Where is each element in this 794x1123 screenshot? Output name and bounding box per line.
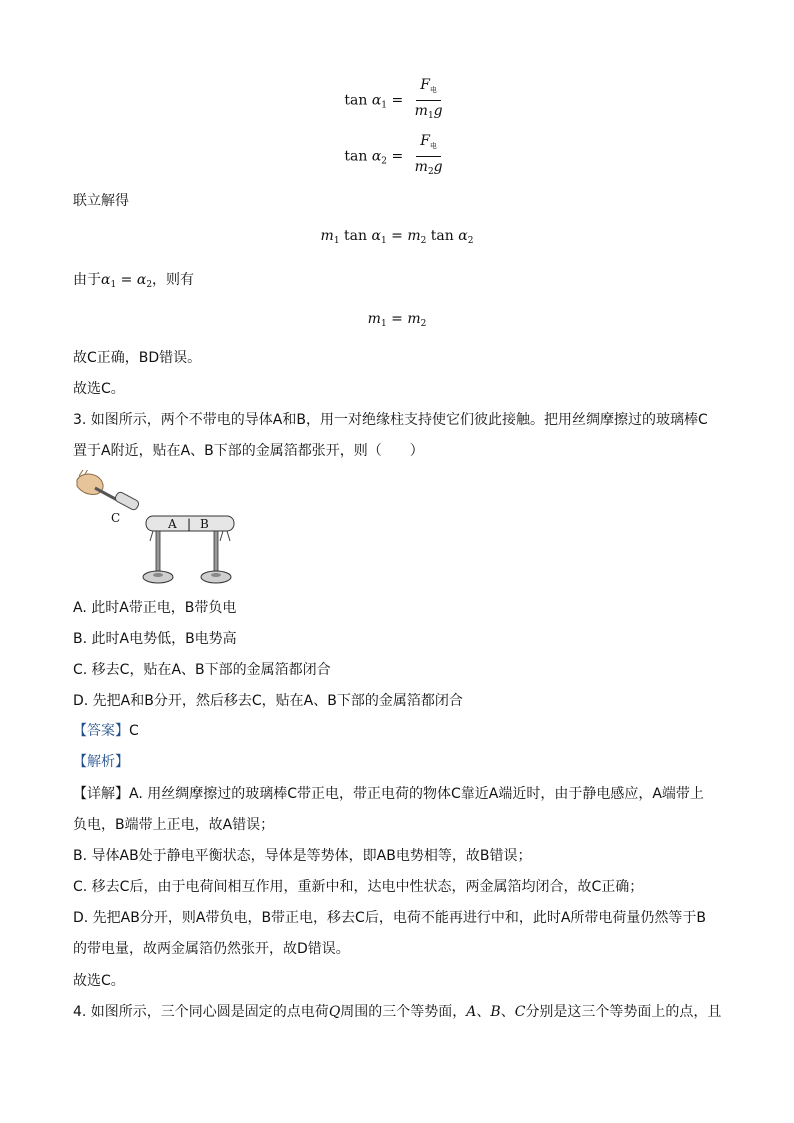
text-lianli: 联立解得: [73, 193, 129, 209]
divider-ab: |: [187, 517, 192, 531]
answer-value: C: [129, 723, 139, 739]
detail-line-6: 的带电量，故两金属箔仍然张开，故D错误。: [73, 941, 350, 957]
detail-line-5: D. 先把AB分开，则A带负电，B带正电，移去C后，电荷不能再进行中和，此时A所带电荷量仍然等于B: [73, 910, 706, 926]
conductor-figure: [73, 470, 243, 590]
text-youyu: 由于$\alpha_1 = \alpha_2$，则有: [73, 272, 195, 290]
label-b: B: [200, 517, 209, 531]
question-3-line-2: 置于A附近，贴在A、B下部的金属箔都张开，则（ ）: [73, 443, 424, 459]
detail-line-3: B. 导体AB处于静电平衡状态，导体是等势体，即AB电势相等，故B错误；: [73, 848, 532, 864]
option-c: C. 移去C，贴在A、B下部的金属箔都闭合: [73, 662, 331, 678]
insulating-stand-a: [156, 531, 160, 573]
fraction: $\frac{F_电}{m_1g}$: [414, 77, 443, 121]
formula-tan-alpha2: $\tan \alpha_2$ = $\frac{F_电}{m_2g}$: [0, 132, 794, 181]
detail-line-4: C. 移去C后，由于电荷间相互作用，重新中和，达电中性状态，两金属箔均闭合，故C正确；: [73, 879, 644, 895]
analysis-label: 【解析】: [73, 754, 129, 770]
question-4-line-1: 4. 如图所示，三个同心圆是固定的点电荷Q周围的三个等势面，A、B、C分别是这三个等势面上的点，且: [73, 1004, 722, 1020]
text-answer-choice-1: 故选C。: [73, 381, 125, 397]
detail-line-2: 负电，B端带上正电，故A错误；: [73, 817, 275, 833]
conductor-illustration: [73, 470, 243, 590]
insulating-stand-b: [214, 531, 218, 573]
formula-m-tan-alpha: $m_1$ $\tan \alpha_1 = m_2$ $\tan \alpha_2$: [320, 228, 474, 246]
fraction: $\frac{F_电}{m_2g}$: [414, 133, 443, 177]
foil-b: [220, 531, 230, 541]
option-a: A. 此时A带正电，B带负电: [73, 600, 237, 616]
option-d: D. 先把A和B分开，然后移去C，贴在A、B下部的金属箔都闭合: [73, 693, 463, 709]
question-3-line-1: 3. 如图所示，两个不带电的导体A和B，用一对绝缘柱支持使它们彼此接触。把用丝绸摩擦过的玻璃棒C: [73, 412, 708, 428]
formula-m1-eq-m2: $m_1 = m_2$: [367, 311, 427, 329]
text-answer-choice-2: 故选C。: [73, 973, 125, 989]
answer-label: 【答案】: [73, 723, 129, 739]
option-b: B. 此时A电势低，B电势高: [73, 631, 237, 647]
detail-line-1: 【详解】A. 用丝绸摩擦过的玻璃棒C带正电，带正电荷的物体C靠近A端近时，由于静电感应，A端带上: [73, 786, 704, 802]
text-conclusion: 故C正确，BD错误。: [73, 350, 202, 366]
label-a: A: [168, 517, 177, 531]
formula-tan-alpha1: $\tan \alpha_1$ = $\frac{F_电}{m_1g}$: [0, 76, 794, 125]
answer-line: [73, 721, 139, 741]
label-c: C: [111, 511, 121, 525]
